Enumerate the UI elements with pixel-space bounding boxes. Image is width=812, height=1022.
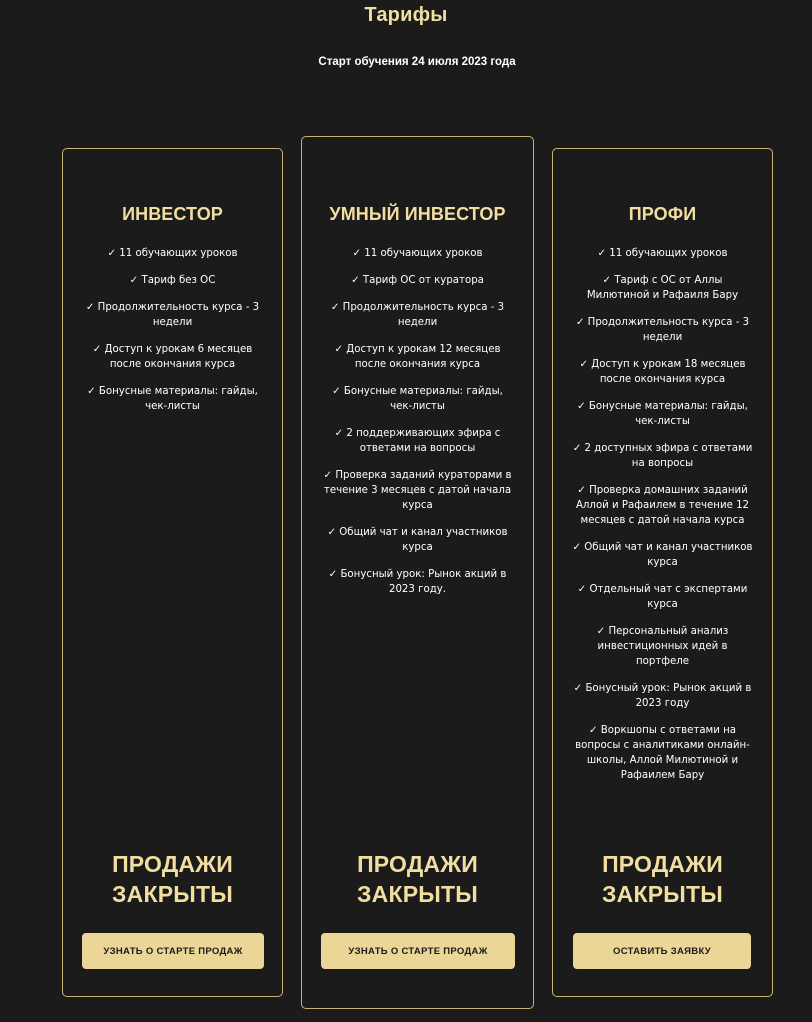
page-title: Тарифы (364, 4, 448, 26)
feature-item: ✓ Бонусные материалы: гайды, чек-листы (87, 386, 258, 412)
feature-item: ✓ Общий чат и канал участников курса (572, 542, 753, 568)
feature-item: ✓ Тариф ОС от куратора (351, 275, 484, 286)
feature-item: ✓ 11 обучающих уроков (352, 248, 483, 259)
feature-item: ✓ 2 доступных эфира с ответами на вопросы (572, 443, 753, 469)
sales-closed-line1: ПРОДАЖИ (112, 851, 233, 877)
feature-item: ✓ Тариф с ОС от Аллы Милютиной и Рафаиля Бару (586, 275, 739, 301)
feature-item: ✓ Доступ к урокам 12 месяцев после окончания курса (334, 344, 501, 370)
check-icon: ✓ (334, 428, 344, 439)
feature-item: ✓ Бонусные материалы: гайды, чек-листы (332, 386, 503, 412)
learn-sales-start-button[interactable]: УЗНАТЬ О СТАРТЕ ПРОДАЖ (321, 933, 515, 969)
feature-item: ✓ Бонусный урок: Рынок акций в 2023 году. (328, 569, 507, 595)
check-icon: ✓ (577, 584, 587, 595)
tariff-card-smart-investor (301, 136, 534, 1009)
check-icon: ✓ (332, 386, 341, 397)
feature-item: ✓ Продолжительность курса - 3 недели (85, 302, 260, 328)
check-icon: ✓ (129, 275, 139, 286)
check-icon: ✓ (323, 470, 333, 481)
feature-item: ✓ 11 обучающих уроков (597, 248, 728, 259)
check-icon: ✓ (328, 569, 338, 580)
feature-item: ✓ Бонусные материалы: гайды, чек-листы (577, 401, 748, 427)
check-icon: ✓ (577, 485, 586, 496)
check-icon: ✓ (597, 248, 607, 259)
tariff-title: УМНЫЙ ИНВЕСТОР (329, 204, 506, 224)
sales-closed-status (302, 849, 533, 909)
sales-closed-status (553, 849, 772, 909)
leave-request-button[interactable]: ОСТАВИТЬ ЗАЯВКУ (573, 933, 751, 969)
check-icon: ✓ (596, 626, 606, 637)
check-icon: ✓ (352, 248, 362, 259)
sales-closed-line2: ЗАКРЫТЫ (602, 881, 723, 907)
feature-item: ✓ Отдельный чат с экспертами курса (577, 584, 748, 610)
check-icon: ✓ (572, 443, 582, 454)
feature-item: ✓ Проверка заданий кураторами в течение 3 месяцев с датой начала курса (323, 470, 512, 511)
sales-closed-line1: ПРОДАЖИ (357, 851, 478, 877)
check-icon: ✓ (85, 302, 95, 313)
check-icon: ✓ (87, 386, 96, 397)
feature-item: ✓ Доступ к урокам 6 месяцев после окончания курса (92, 344, 253, 370)
feature-item: ✓ Общий чат и канал участников курса (327, 527, 508, 553)
sales-closed-line1: ПРОДАЖИ (602, 851, 723, 877)
check-icon: ✓ (327, 527, 337, 538)
sales-closed-status (63, 849, 282, 909)
check-icon: ✓ (92, 344, 102, 355)
feature-item: ✓ Продолжительность курса - 3 недели (330, 302, 505, 328)
feature-item: ✓ 11 обучающих уроков (107, 248, 238, 259)
check-icon: ✓ (579, 359, 589, 370)
feature-item: ✓ Персональный анализ инвестиционных идей в портфеле (596, 626, 729, 667)
learn-sales-start-button[interactable]: УЗНАТЬ О СТАРТЕ ПРОДАЖ (82, 933, 264, 969)
check-icon: ✓ (330, 302, 340, 313)
check-icon: ✓ (577, 401, 586, 412)
feature-item: ✓ Продолжительность курса - 3 недели (575, 317, 750, 343)
feature-list (81, 246, 264, 414)
check-icon: ✓ (588, 725, 598, 736)
feature-list (571, 246, 754, 783)
tariff-card-profi (552, 148, 773, 997)
feature-item: ✓ Проверка домашних заданий Аллой и Рафаилем в течение 12 месяцев с датой начала курса (575, 485, 750, 526)
feature-list (320, 246, 515, 597)
feature-item: ✓ 2 поддерживающих эфира с ответами на вопросы (334, 428, 501, 454)
course-start-subtitle: Старт обучения 24 июля 2023 года (318, 56, 516, 68)
check-icon: ✓ (107, 248, 117, 259)
check-icon: ✓ (334, 344, 344, 355)
check-icon: ✓ (572, 542, 582, 553)
check-icon: ✓ (351, 275, 360, 286)
check-icon: ✓ (602, 275, 612, 286)
sales-closed-line2: ЗАКРЫТЫ (357, 881, 478, 907)
feature-item: ✓ Бонусный урок: Рынок акций в 2023 году (573, 683, 752, 709)
feature-item: ✓ Тариф без ОС (129, 275, 216, 286)
tariff-title: ПРОФИ (628, 204, 697, 224)
check-icon: ✓ (575, 317, 585, 328)
feature-item: ✓ Воркшопы с ответами на вопросы с аналитиками онлайн-школы, Аллой Милютиной и Рафаилем Бару (575, 725, 750, 781)
tariff-card-investor (62, 148, 283, 997)
check-icon: ✓ (573, 683, 583, 694)
sales-closed-line2: ЗАКРЫТЫ (112, 881, 233, 907)
feature-item: ✓ Доступ к урокам 18 месяцев после окончания курса (579, 359, 746, 385)
tariff-title: ИНВЕСТОР (122, 204, 223, 224)
